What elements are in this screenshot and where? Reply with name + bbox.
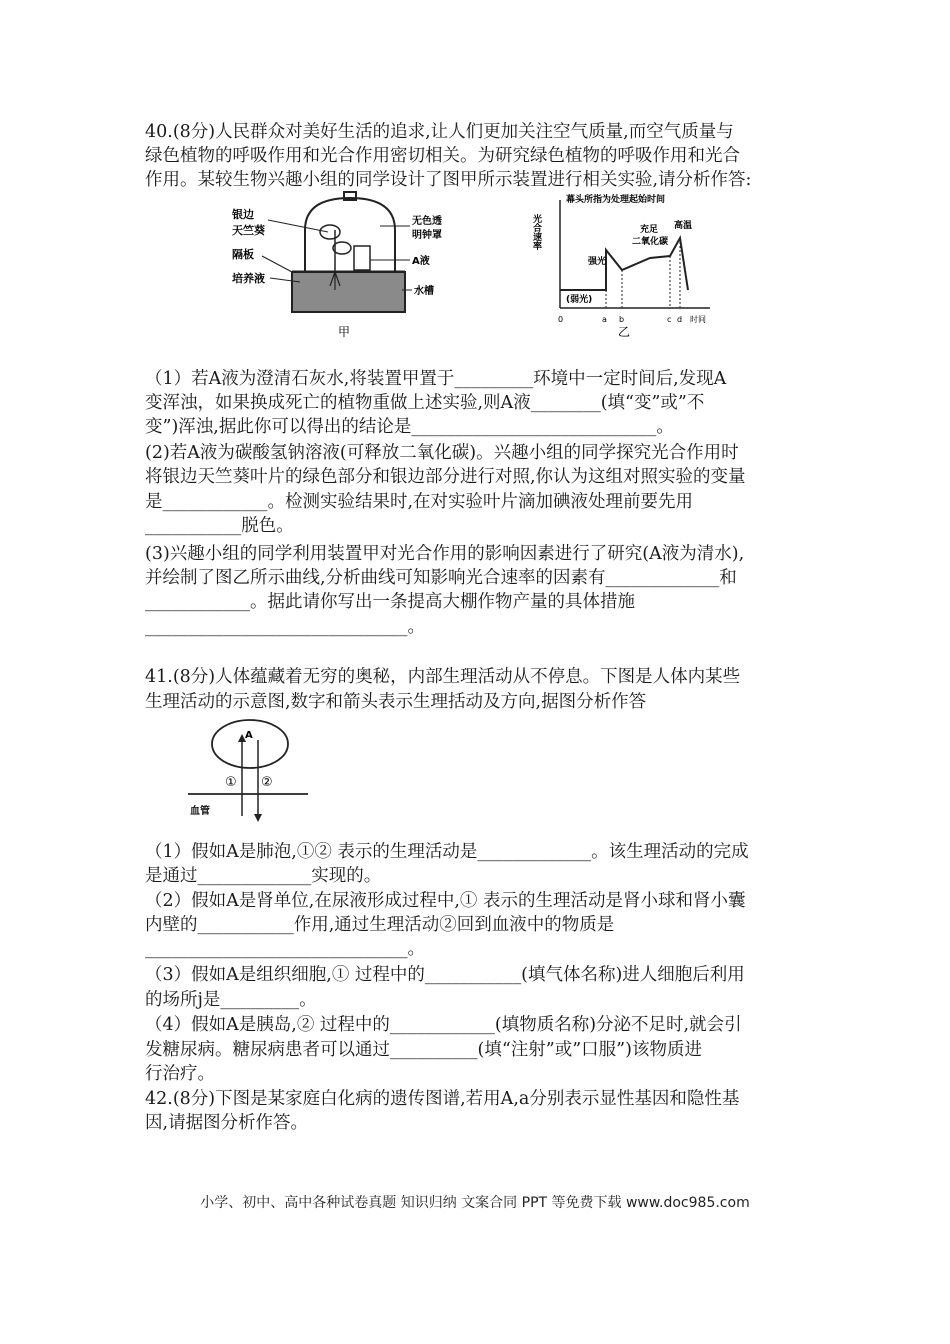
jia-caption: 甲 bbox=[338, 325, 351, 339]
yi-tick-0: 0 bbox=[558, 315, 564, 324]
q41-part-line-4: 内壁的___________作用,通过生理活动②回到血液中的物质是 bbox=[145, 915, 615, 935]
jia-label-mingzhongzhao: 明钟罩 bbox=[412, 230, 442, 241]
jia-label-geban: 隔板 bbox=[232, 248, 254, 261]
q42-stem-line-2: 因,请据图分析作答。 bbox=[145, 1113, 309, 1133]
q41-part-line-7: 的场所j是_________。 bbox=[145, 990, 317, 1010]
q40-part-line-3: 变”)浑浊,据此你可以得出的结论是____________________________。 bbox=[145, 417, 674, 437]
yi-label-qiangguang: 强光 bbox=[588, 257, 607, 267]
q40-stem-line-1: 40.(8分)人民群众对美好生活的追求,让人们更加关注空气质量,而空气质量与 bbox=[145, 122, 734, 142]
figure-jia bbox=[230, 190, 460, 340]
jia-label-yinbian: 银边 bbox=[232, 208, 254, 221]
q40-stem-line-3: 作用。某较生物兴趣小组的同学设计了图甲所示装置进行相关实验,请分析作答: bbox=[145, 170, 752, 190]
yi-tick-c: c bbox=[667, 315, 672, 324]
yi-x-label: 时间 bbox=[690, 315, 706, 324]
q41-part-line-3: （2）假如A是肾单位,在尿液形成过程中,① 表示的生理活动是肾小球和肾小囊 bbox=[145, 891, 746, 911]
q40-part-line-9: 并绘制了图乙所示曲线,分析曲线可知影响光合速率的因素有_____________和 bbox=[145, 568, 737, 588]
yi-tick-d: d bbox=[677, 315, 683, 324]
q41-part-line-8: （4）假如A是胰岛,② 过程中的____________(填物质名称)分泌不足时,就会引 bbox=[145, 1015, 742, 1035]
q41-part-line-9: 发糖尿病。糖尿病患者可以通过__________(填“注射”或”口服”)该物质进 bbox=[145, 1040, 702, 1060]
jia-label-tianzhukui: 天竺葵 bbox=[232, 224, 265, 237]
page-footer: 小学、初中、高中各种试卷真题 知识归纳 文案合同 PPT 等免费下载 www.doc985.com bbox=[200, 1195, 750, 1211]
yi-caption: 乙 bbox=[618, 325, 631, 339]
figure-q41 bbox=[188, 716, 318, 826]
q42-stem-line-1: 42.(8分)下图是某家庭白化病的遗传图谱,若用A,a分别表示显性基因和隐性基 bbox=[145, 1089, 740, 1109]
q40-part-line-4: (2)若A液为碳酸氢钠溶液(可释放二氧化碳)。兴趣小组的同学探究光合作用时 bbox=[145, 443, 739, 463]
jia-label-wusetou: 无色透 bbox=[412, 216, 442, 227]
yi-label-ruoguang: (弱光) bbox=[566, 295, 593, 305]
q41-label-1: ① bbox=[225, 775, 237, 790]
yi-tick-a: a bbox=[602, 315, 607, 324]
jia-label-peiyangye: 培养液 bbox=[232, 272, 265, 285]
q40-part-line-1: （1）若A液为澄清石灰水,将装置甲置于_________环境中一定时间后,发现A bbox=[145, 369, 727, 389]
yi-tick-b: b bbox=[619, 315, 625, 324]
q40-stem-line-2: 绿色植物的呼吸作用和光合作用密切相关。为研究绿色植物的呼吸作用和光合 bbox=[145, 146, 740, 166]
yi-y-axis-label: 光合速率 bbox=[531, 214, 541, 250]
yi-curve bbox=[560, 238, 688, 290]
q41-label-vessel: 血管 bbox=[190, 806, 210, 817]
yi-title: 幕头所指为处理起始时间 bbox=[566, 195, 666, 205]
jia-label-aye: A液 bbox=[412, 256, 430, 267]
q40-part-line-5: 将银边天竺葵叶片的绿色部分和银边部分进行对照,你认为这组对照实验的变量 bbox=[145, 467, 746, 487]
q40-part-line-6: 是____________。检测实验结果时,在对实验叶片滴加碘液处理前要先用 bbox=[145, 492, 694, 512]
q41-part-line-6: （3）假如A是组织细胞,① 过程中的___________(填气体名称)进人细胞后利用 bbox=[145, 965, 745, 985]
q40-part-line-8: (3)兴趣小组的同学利用装置甲对光合作用的影响因素进行了研究(A液为清水), bbox=[145, 544, 745, 564]
yi-label-chongzu: 充足 bbox=[640, 225, 659, 235]
q40-part-line-7: ___________脱色。 bbox=[145, 516, 294, 536]
jia-label-shuicao: 水槽 bbox=[414, 286, 434, 297]
yi-label-co2: 二氧化碳 bbox=[632, 237, 669, 247]
q41-part-line-2: 是通过_____________实现的。 bbox=[145, 866, 382, 886]
q41-stem-line-2: 生理活动的示意图,数字和箭头表示生理括动及方向,据图分析作答 bbox=[145, 692, 647, 712]
q40-part-line-11: ______________________________。 bbox=[145, 617, 425, 637]
q41-part-line-5: ______________________________。 bbox=[145, 939, 425, 959]
figure-yi bbox=[530, 190, 730, 340]
q41-part-line-1: （1）假如A是肺泡,①② 表示的生理活动是_____________。该生理活动的完成 bbox=[145, 842, 749, 862]
q41-label-a: A bbox=[245, 730, 253, 741]
yi-label-gaowen: 高温 bbox=[674, 221, 693, 231]
q40-part-line-2: 变浑浊，如果换成死亡的植物重做上述实验,则A液________(填“变”或”不 bbox=[145, 393, 705, 413]
q40-part-line-10: ____________。据此请你写出一条提高大棚作物产量的具体措施 bbox=[145, 592, 635, 612]
q41-stem-line-1: 41.(8分)人体蕴藏着无穷的奥秘，内部生理活动从不停息。下图是人体内某些 bbox=[145, 667, 741, 687]
q41-label-2: ② bbox=[261, 775, 273, 790]
q41-part-line-10: 行治疗。 bbox=[145, 1064, 215, 1084]
